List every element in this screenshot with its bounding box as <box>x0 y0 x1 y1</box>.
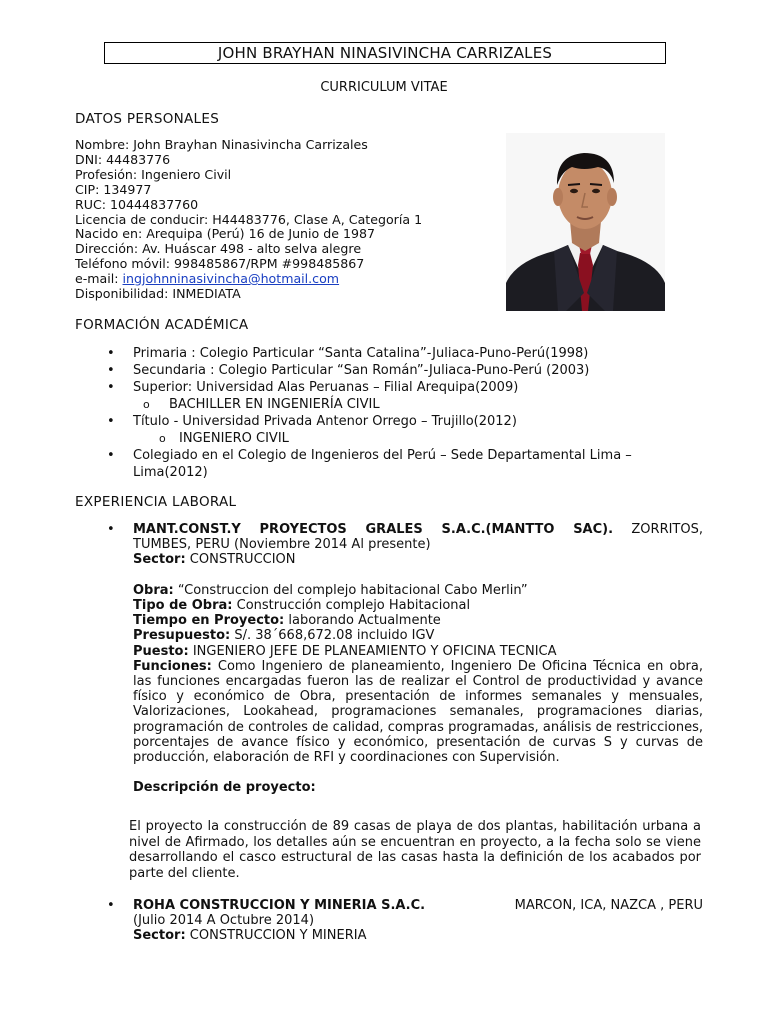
job1-location-line: TUMBES, PERU (Noviembre 2014 Al presente) <box>133 537 431 553</box>
job1-obra: Obra: “Construccion del complejo habitacional Cabo Merlin” <box>133 582 528 598</box>
list-item: • Título - Universidad Privada Antenor Orrego – Trujillo(2012) <box>107 414 517 429</box>
personal-ruc: RUC: 10444837760 <box>75 196 199 212</box>
list-item: • Primaria : Colegio Particular “Santa Catalina”-Juliaca-Puno-Perú(1998) <box>107 346 589 361</box>
portrait-photo-icon <box>506 133 665 311</box>
document-title: CURRICULUM VITAE <box>320 80 448 95</box>
job-entry-1 <box>107 522 703 796</box>
personal-phone: Teléfono móvil: 998485867/RPM #998485867 <box>75 256 365 272</box>
job1-descripcion-label: Descripción de proyecto: <box>133 780 316 796</box>
circle-bullet-icon: o <box>159 432 166 445</box>
bullet-icon: • <box>107 898 115 913</box>
job1-funciones: Funciones: Como Ingeniero de planeamiento, Ingeniero De Oficina Técnica en obra, las funciones encargadas fueron las de realizar el Control de productividad y avance físico y económico de Obra, presentación de informes semanales y mensuales, Valorizaciones, Lookahead, programaciones semanales, programaciones diarias, programación de controles de calidad, compras programadas, análisis de restricciones, porcentajes de avance físico y económico, presentación de curvas S y curvas de producción, elaboración de RFI y coordinaciones con Supervisión. <box>133 658 703 766</box>
personal-address: Dirección: Av. Huáscar 498 - alto selva alegre <box>75 241 362 257</box>
section-heading-education: FORMACIÓN ACADÉMICA <box>75 317 249 333</box>
personal-cip: CIP: 134977 <box>75 181 152 197</box>
full-name: JOHN BRAYHAN NINASIVINCHA CARRIZALES <box>217 44 553 62</box>
email-label: e-mail: <box>75 271 123 287</box>
bullet-icon: • <box>107 414 115 429</box>
list-item: • Superior: Universidad Alas Peruanas – Filial Arequipa(2009) <box>107 380 519 395</box>
job-entry-2 <box>107 898 703 944</box>
personal-profession: Profesión: Ingeniero Civil <box>75 166 232 182</box>
job1-presupuesto: Presupuesto: S/. 38´668,672.08 incluido IGV <box>133 628 435 644</box>
job2-company-line: ROHA CONSTRUCCION Y MINERIA S.A.C. MARCON, ICA, NAZCA , PERU <box>133 898 703 913</box>
section-heading-experience: EXPERIENCIA LABORAL <box>75 494 237 510</box>
bullet-icon: • <box>107 346 115 361</box>
job1-descripcion: El proyecto la construcción de 89 casas de playa de dos plantas, habilitación urbana a nivel de Afirmado, los detalles aún se encuentran en proyecto, a la fecha solo se viene desarrollando el casco estructural de las casas hasta la definición de los acabados por parte del cliente. <box>129 819 701 881</box>
personal-dni: DNI: 44483776 <box>75 151 171 167</box>
bullet-icon: • <box>107 363 115 378</box>
personal-data-list <box>75 138 422 302</box>
education-list <box>107 345 632 481</box>
job1-tiempo: Tiempo en Proyecto: laborando Actualmente <box>133 613 441 629</box>
portrait-photo <box>506 133 665 311</box>
personal-birth: Nacido en: Arequipa (Perú) 16 de Junio de 1987 <box>75 226 376 242</box>
job1-company-line: MANT.CONST.Y PROYECTOS GRALES S.A.C.(MANTTO SAC). ZORRITOS, <box>133 522 703 537</box>
job1-company: MANT.CONST.Y PROYECTOS GRALES S.A.C.(MANTTO SAC). <box>133 522 614 537</box>
job2-sector: Sector: CONSTRUCCION Y MINERIA <box>133 928 367 944</box>
bullet-icon: • <box>107 380 115 395</box>
bullet-icon: • <box>107 448 115 463</box>
list-item: • Secundaria : Colegio Particular “San Román”-Juliaca-Puno-Perú (2003) <box>107 363 590 378</box>
list-subitem: o BACHILLER EN INGENIERÍA CIVIL <box>143 397 380 412</box>
email-link[interactable]: ingjohnninasivincha@hotmail.com <box>122 271 340 287</box>
circle-bullet-icon: o <box>143 398 150 411</box>
personal-email-line <box>75 272 422 287</box>
list-subitem: o INGENIERO CIVIL <box>159 431 289 446</box>
job1-sector: Sector: CONSTRUCCION <box>133 552 296 568</box>
personal-availability: Disponibilidad: INMEDIATA <box>75 286 241 302</box>
bullet-icon: • <box>107 522 115 537</box>
personal-name: Nombre: John Brayhan Ninasivincha Carrizales <box>75 137 368 152</box>
list-item: • Colegiado en el Colegio de Ingenieros del Perú – Sede Departamental Lima – Lima(2012) <box>107 448 632 480</box>
job2-date-line: (Julio 2014 A Octubre 2014) <box>133 913 315 929</box>
personal-license: Licencia de conducir: H44483776, Clase A, Categoría 1 <box>75 211 423 227</box>
job1-tipo: Tipo de Obra: Construcción complejo Habitacional <box>133 598 471 613</box>
section-heading-personal: DATOS PERSONALES <box>75 111 220 127</box>
name-header-box <box>104 42 666 64</box>
job2-company: ROHA CONSTRUCCION Y MINERIA S.A.C. <box>133 898 426 913</box>
job1-puesto: Puesto: INGENIERO JEFE DE PLANEAMIENTO Y OFICINA TECNICA <box>133 643 557 659</box>
